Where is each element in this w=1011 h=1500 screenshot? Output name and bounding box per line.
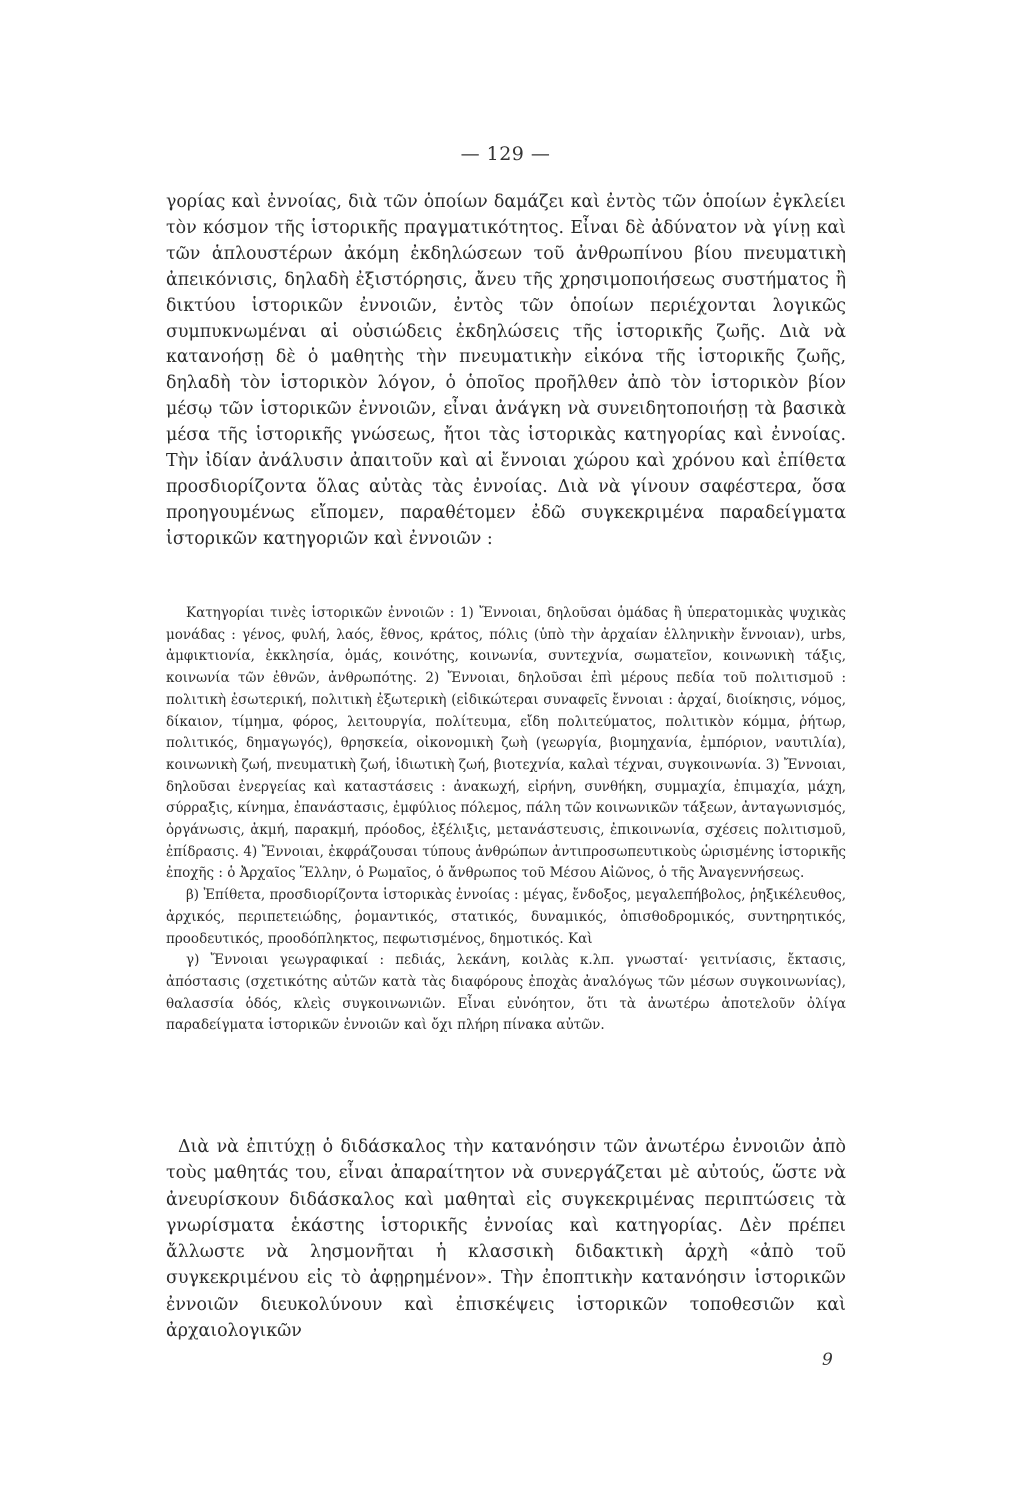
examples-paragraph-geographic: γ) Ἔννοιαι γεωγραφικαί : πεδιάς, λεκάνη, κοιλὰς κ.λπ. γνωσταί· γειτνίασις, ἔκτασις, ἀπόστασις (σχετικότης αὐτῶν κατὰ τὰς διαφόρους ἐποχὰς ἀναλόγως τῶν μέσων συγκοινωνίας), θαλασσία ὁδός, κλεὶς συγκοινωνιῶν. Εἶναι εὐνόητον, ὅτι τὰ ἀνωτέρω ἀποτελοῦν ὀλίγα παραδείγματα ἱστορικῶν ἐννοιῶν καὶ ὄχι πλήρη πίνακα αὐτῶν. (166, 952, 846, 1034)
examples-paragraph-categories: Κατηγορίαι τινὲς ἱστορικῶν ἐννοιῶν : 1) Ἔννοιαι, δηλοῦσαι ὁμάδας ἢ ὑπερατομικὰς ψυχικὰς μονάδας : γένος, φυλή, λαός, ἔθνος, κράτος, πόλις (ὑπὸ τὴν ἀρχαίαν ἑλληνικὴν ἔννοιαν), urbs, ἀμφικτιονία, ἐκκλησία, ὁμάς, κοινότης, κοινωνία, συντεχνία, σωματεῖον, κοινωνικὴ τάξις, κοινωνία τῶν ἐθνῶν, ἀνθρωπότης. 2) Ἔννοιαι, δηλοῦσαι ἐπὶ μέρους πεδία τοῦ πολιτισμοῦ : πολιτικὴ ἐσωτερική, πολιτικὴ ἐξωτερικὴ (εἰδικώτεραι συναφεῖς ἔννοιαι : ἀρχαί, διοίκησις, νόμος, δίκαιον, τίμημα, φόρος, λειτουργία, πολίτευμα, εἴδη πολιτεύματος, πολιτικὸν κόμμα, ῥήτωρ, πολιτικός, δημαγωγός), θρησκεία, οἰκονομικὴ ζωὴ (γεωργία, βιομηχανία, ἐμπόριον, ναυτιλία), κοινωνικὴ ζωή, πνευματικὴ ζωή, ἰδιωτικὴ ζωή, βιοτεχνία, καλαὶ τέχναι, συγκοινωνία. 3) Ἔννοιαι, δηλοῦσαι ἐνεργείας καὶ καταστάσεις : ἀνακωχή, εἰρήνη, συνθήκη, συμμαχία, ἐπιμαχία, μάχη, σύρραξις, κίνημα, ἐπανάστασις, ἐμφύλιος πόλεμος, πάλη τῶν κοινωνικῶν τάξεων, ἀνταγωνισμός, ὀργάνωσις, ἀκμή, παρακμή, πρόοδος, ἐξέλιξις, μετανάστευσις, ἐπικοινωνία, σχέσεις πολιτισμοῦ, ἐπίδρασις. 4) Ἔννοιαι, ἐκφράζουσαι τύπους ἀνθρώπων ἀντιπροσωπευτικοὺς ὡρισμένης ἱστορικῆς ἐποχῆς : ὁ Ἀρχαῖος Ἕλλην, ὁ Ρωμαῖος, ὁ ἄνθρωπος τοῦ Μέσου Αἰῶνος, ὁ τῆς Ἀναγεννήσεως. (166, 605, 846, 882)
examples-block (166, 603, 846, 1037)
examples-paragraph-epithets: β) Ἐπίθετα, προσδιορίζοντα ἱστορικὰς ἐννοίας : μέγας, ἔνδοξος, μεγαλεπήβολος, ῥηξικέλευθος, ἀρχικός, περιπετειώδης, ῥομαντικός, στατικός, δυναμικός, ὀπισθοδρομικός, συντηρητικός, προοδευτικός, προοδόπληκτος, πεφωτισμένος, δημοτικός. Καὶ (166, 887, 846, 947)
closing-paragraph: Διὰ νὰ ἐπιτύχῃ ὁ διδάσκαλος τὴν κατανόησιν τῶν ἀνωτέρω ἐννοιῶν ἀπὸ τοὺς μαθητάς του, εἶναι ἀπαραίτητον νὰ συνεργάζεται μὲ αὐτούς, ὥστε νὰ ἀνευρίσκουν διδάσκαλος καὶ μαθηταὶ εἰς συγκεκριμένας περιπτώσεις τὰ γνωρίσματα ἑκάστης ἱστορικῆς ἐννοίας καὶ κατηγορίας. Δὲν πρέπει ἄλλωστε νὰ λησμονῆται ἡ κλασσικὴ διδακτικὴ ἀρχὴ «ἀπὸ τοῦ συγκεκριμένου εἰς τὸ ἀφῃρημένον». Τὴν ἐποπτικὴν κατανόησιν ἱστορικῶν ἐννοιῶν διευκολύνουν καὶ ἐπισκέψεις ἱστορικῶν τοποθεσιῶν καὶ ἀρχαιολογικῶν (166, 1137, 846, 1342)
page-number: — 129 — (460, 143, 551, 165)
main-body-text (166, 190, 846, 553)
signature-mark: 9 (822, 1350, 833, 1370)
main-paragraph: γορίας καὶ ἐννοίας, διὰ τῶν ὁποίων δαμάζει καὶ ἐντὸς τῶν ὁποίων ἐγκλείει τὸν κόσμον τῆς ἱστορικῆς πραγματικότητος. Εἶναι δὲ ἀδύνατον νὰ γίνῃ καὶ τῶν ἁπλουστέρων ἀκόμη ἐκδηλώσεων τοῦ ἀνθρωπίνου βίου πνευματικὴ ἀπεικόνισις, δηλαδὴ ἐξιστόρησις, ἄνευ τῆς χρησιμοποιήσεως συστήματος ἢ δικτύου ἱστορικῶν ἐννοιῶν, ἐντὸς τῶν ὁποίων περιέχονται λογικῶς συμπυκνωμέναι αἱ οὐσιώδεις ἐκδηλώσεις τῆς ἱστορικῆς ζωῆς. Διὰ νὰ κατανοήσῃ δὲ ὁ μαθητὴς τὴν πνευματικὴν εἰκόνα τῆς ἱστορικῆς ζωῆς, δηλαδὴ τὸν ἱστορικὸν λόγον, ὁ ὁποῖος προῆλθεν ἀπὸ τὸν ἱστορικὸν βίον μέσῳ τῶν ἱστορικῶν ἐννοιῶν, εἶναι ἀνάγκη νὰ συνειδητοποιήσῃ τὰ βασικὰ μέσα τῆς ἱστορικῆς γνώσεως, ἤτοι τὰς ἱστορικὰς κατηγορίας καὶ ἐννοίας. Τὴν ἰδίαν ἀνάλυσιν ἀπαιτοῦν καὶ αἱ ἔννοιαι χώρου καὶ χρόνου καὶ ἐπίθετα προσδιορίζοντα ὅλας αὐτὰς τὰς ἐννοίας. Διὰ νὰ γίνουν σαφέστερα, ὅσα προηγουμένως εἴπομεν, παραθέτομεν ἐδῶ συγκεκριμένα παραδείγματα ἱστορικῶν κατηγοριῶν καὶ ἐννοιῶν : (166, 192, 846, 549)
closing-body-text (166, 1134, 846, 1344)
